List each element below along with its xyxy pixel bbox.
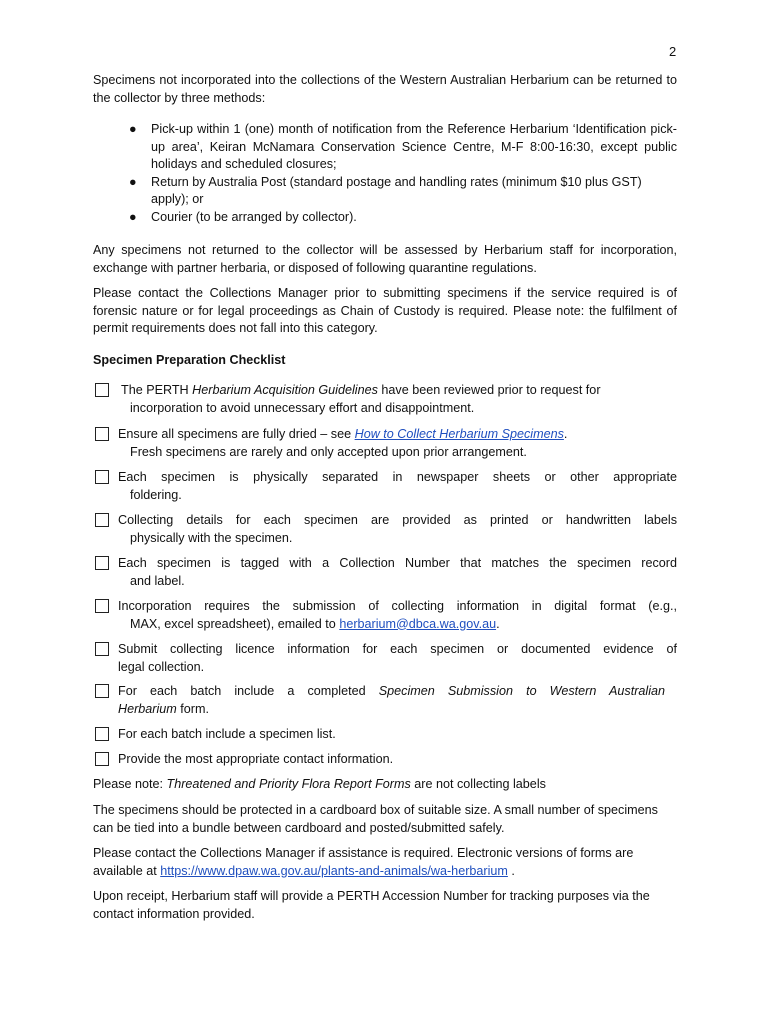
checklist-item: [93, 469, 677, 504]
note-text: Please note:: [93, 777, 167, 791]
checkbox[interactable]: [95, 642, 109, 656]
bullet-icon: ●: [129, 209, 137, 224]
checklist-text: Fresh specimens are rarely and only accepted upon prior arrangement.: [130, 444, 527, 459]
checklist-text: .: [563, 427, 568, 441]
checklist-text: For each batch include a completed: [118, 684, 379, 698]
note-paragraph: [93, 776, 677, 794]
list-item: [93, 121, 677, 174]
checklist-text: MAX, excel spreadsheet), emailed to: [130, 616, 340, 631]
checkbox[interactable]: [95, 727, 109, 741]
unreturned-paragraph: Any specimens not returned to the collector will be assessed by Herbarium staff for incorporation, exchange with partner herbaria, or disposed of following quarantine regulations.: [93, 243, 677, 275]
list-item-text: Courier (to be arranged by collector).: [151, 209, 357, 224]
checklist-heading: Specimen Preparation Checklist: [93, 353, 286, 367]
checkbox[interactable]: [95, 752, 109, 766]
checklist-text: .: [496, 616, 500, 631]
checklist-text: For each batch include a specimen list.: [118, 727, 336, 741]
checklist-text: Each specimen is physically separated in newspaper sheets or other appropriate: [118, 470, 677, 484]
checklist-item: [93, 751, 677, 769]
list-item-text: Pick-up within 1 (one) month of notification from the Reference Herbarium ‘Identification pick-up area’, Keiran McNamara Conservation Science Centre, M-F 8:00-16:30, except public holidays and scheduled closures;: [151, 122, 677, 171]
checklist-text: Submit collecting licence information for each specimen or documented evidence of: [118, 642, 677, 656]
checklist-text: have been reviewed prior to request for: [377, 383, 601, 397]
herbarium-email-link[interactable]: herbarium@dbca.wa.gov.au: [339, 616, 497, 631]
checklist-text: physically with the specimen.: [130, 530, 293, 545]
return-methods-list: [93, 121, 677, 226]
checkbox[interactable]: [95, 684, 109, 698]
submission-form-title: Specimen Submission to Western Australian: [378, 684, 665, 698]
note-text: are not collecting labels: [410, 777, 546, 791]
checklist-item: [93, 382, 677, 417]
checklist-text: The PERTH: [121, 383, 193, 397]
checkbox[interactable]: [95, 556, 109, 570]
contact-paragraph: Please contact the Collections Manager prior to submitting specimens if the service required is of forensic nature or for legal proceedings as Chain of Custody is required. Please note: the fulfilment of permit requirements does not fall into this category.: [93, 286, 677, 335]
collect-specimens-link[interactable]: How to Collect Herbarium Specimens: [354, 427, 564, 441]
checkbox[interactable]: [95, 470, 109, 484]
checklist-item: [93, 726, 677, 744]
checklist-text: incorporation to avoid unnecessary effort and disappointment.: [130, 400, 475, 415]
page-number: 2: [669, 44, 677, 59]
checklist-text: legal collection.: [118, 659, 205, 674]
checkbox[interactable]: [95, 513, 109, 527]
checkbox[interactable]: [95, 383, 109, 397]
herbarium-website-link[interactable]: https://www.dpaw.wa.gov.au/plants-and-animals/wa-herbarium: [160, 863, 508, 878]
checklist-text: Each specimen is tagged with a Collection Number that matches the specimen record: [118, 556, 677, 570]
checklist-item: [93, 598, 677, 633]
bullet-icon: ●: [129, 122, 137, 136]
checklist-item: [93, 641, 677, 676]
list-item-text: Return by Australia Post (standard postage and handling rates (minimum $10 plus GST) apply); or: [151, 174, 642, 206]
checklist-text: and label.: [130, 573, 185, 588]
intro-paragraph: Specimens not incorporated into the collections of the Western Australian Herbarium can be returned to the collector by three methods:: [93, 73, 677, 105]
list-item: [93, 209, 677, 227]
forms-text: .: [507, 863, 515, 878]
checklist-text: Incorporation requires the submission of collecting information in digital format (e.g.,: [118, 599, 677, 613]
receipt-paragraph: Upon receipt, Herbarium staff will provide a PERTH Accession Number for tracking purposes via the contact information provided.: [93, 889, 650, 921]
checklist-item: [93, 555, 677, 590]
checkbox[interactable]: [95, 599, 109, 613]
checklist-text: form.: [176, 701, 209, 716]
checklist-item: [93, 426, 677, 461]
checklist-item: [93, 683, 677, 718]
protect-paragraph: The specimens should be protected in a cardboard box of suitable size. A small number of specimens can be tied into a bundle between cardboard and posted/submitted safely.: [93, 803, 658, 835]
checklist-text: Collecting details for each specimen are provided as printed or handwritten labels: [118, 513, 677, 527]
checklist-text: Provide the most appropriate contact information.: [118, 752, 394, 766]
guidelines-title: Herbarium Acquisition Guidelines: [192, 383, 378, 397]
checkbox[interactable]: [95, 427, 109, 441]
submission-form-title: Herbarium: [118, 701, 177, 716]
forms-paragraph: [93, 845, 677, 880]
checklist-item: [93, 512, 677, 547]
forms-text: Please contact the Collections Manager if assistance is required. Electronic versions of forms are available at: [93, 846, 634, 878]
checklist-text: foldering.: [130, 487, 182, 502]
list-item: [93, 174, 677, 209]
bullet-icon: ●: [129, 174, 137, 189]
report-forms-title: Threatened and Priority Flora Report Forms: [166, 777, 411, 791]
checklist-text: Ensure all specimens are fully dried – see: [118, 427, 355, 441]
